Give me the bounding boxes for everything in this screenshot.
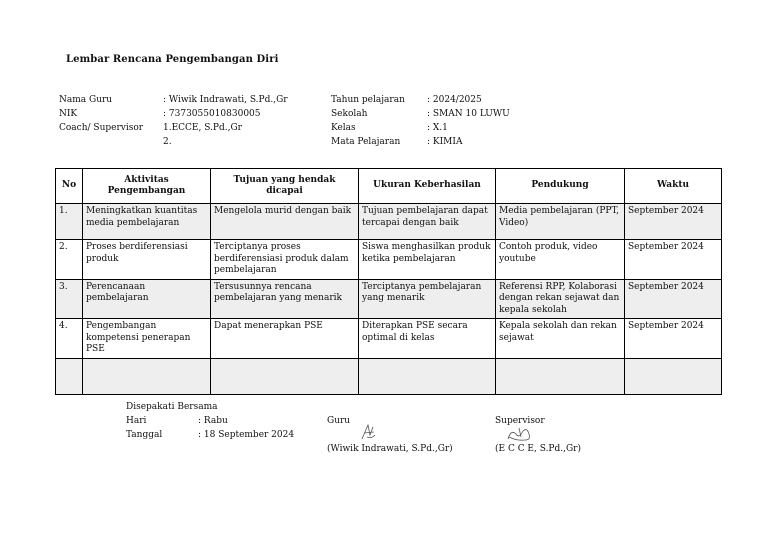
supervisor-label: Supervisor [495,416,545,426]
document-title: Lembar Rencana Pengembangan Diri [66,54,279,65]
value-sekolah: : SMAN 10 LUWU [427,109,510,119]
cell-waktu: September 2024 [625,279,722,319]
value-mapel: : KIMIA [427,137,463,147]
date-label: Tanggal [126,430,163,440]
header-waktu: Waktu [625,169,722,204]
label-sekolah: Sekolah [331,109,368,119]
header-aktivitas: Aktivitas Pengembangan [83,169,211,204]
cell-ukuran [359,358,496,394]
cell-no [56,358,83,394]
cell-no: 1. [56,204,83,240]
table-row [56,204,722,240]
label-nik: NIK [59,109,78,119]
table-row [56,240,722,280]
header-ukuran: Ukuran Keberhasilan [359,169,496,204]
cell-tujuan: Terciptanya proses berdiferensiasi produk dalam pembelajaran [211,240,359,280]
cell-no: 3. [56,279,83,319]
cell-tujuan: Tersusunnya rencana pembelajaran yang menarik [211,279,359,319]
value-nik: : 7373055010830005 [163,109,261,119]
day-value: : Rabu [198,416,228,426]
value-kelas: : X.1 [427,123,448,133]
identity-right [331,93,510,149]
supervisor-name: (E C C E, S.Pd.,Gr) [495,444,581,454]
cell-waktu: September 2024 [625,240,722,280]
cell-waktu: September 2024 [625,319,722,359]
cell-aktivitas [83,358,211,394]
cell-aktivitas: Proses berdiferensiasi produk [83,240,211,280]
cell-aktivitas: Meningkatkan kuantitas media pembelajaran [83,204,211,240]
table-row-empty [56,358,722,394]
cell-tujuan: Mengelola murid dengan baik [211,204,359,240]
header-no: No [56,169,83,204]
cell-pendukung [496,358,625,394]
cell-pendukung: Contoh produk, video youtube [496,240,625,280]
cell-pendukung: Media pembelajaran (PPT, Video) [496,204,625,240]
cell-waktu: September 2024 [625,204,722,240]
cell-no: 4. [56,319,83,359]
cell-ukuran: Tujuan pembelajaran dapat tercapai dengan baik [359,204,496,240]
table-header-row [56,169,722,204]
date-value: : 18 September 2024 [198,430,295,440]
cell-ukuran: Siswa menghasilkan produk ketika pembelajaran [359,240,496,280]
agreement-block [126,400,294,442]
cell-pendukung: Kepala sekolah dan rekan sejawat [496,319,625,359]
table-row [56,319,722,359]
cell-aktivitas: Perencanaan pembelajaran [83,279,211,319]
value-coach-2: 2. [163,137,172,147]
cell-aktivitas: Pengembangan kompetensi penerapan PSE [83,319,211,359]
identity-left [59,93,288,149]
cell-pendukung: Referensi RPP, Kolaborasi dengan rekan sejawat dan kepala sekolah [496,279,625,319]
guru-label: Guru [327,416,351,426]
header-pendukung: Pendukung [496,169,625,204]
cell-tujuan: Dapat menerapkan PSE [211,319,359,359]
guru-signature [358,421,378,443]
label-coach-2 [59,135,163,149]
development-plan-table [55,168,722,395]
cell-no: 2. [56,240,83,280]
guru-name: (Wiwik Indrawati, S.Pd.,Gr) [327,444,453,454]
cell-waktu [625,358,722,394]
day-label: Hari [126,416,147,426]
table-row [56,279,722,319]
value-coach-1: 1.ECCE, S.Pd.,Gr [163,123,242,133]
cell-tujuan [211,358,359,394]
header-tujuan: Tujuan yang hendak dicapai [211,169,359,204]
label-nama-guru: Nama Guru [59,95,113,105]
cell-ukuran: Terciptanya pembelajaran yang menarik [359,279,496,319]
label-mapel: Mata Pelajaran [331,137,401,147]
value-nama-guru: : Wiwik Indrawati, S.Pd.,Gr [163,95,288,105]
label-tahun: Tahun pelajaran [331,95,405,105]
value-tahun: : 2024/2025 [427,95,482,105]
cell-ukuran: Diterapkan PSE secara optimal di kelas [359,319,496,359]
label-coach: Coach/ Supervisor [59,123,144,133]
agreed-label: Disepakati Bersama [126,402,218,412]
label-kelas: Kelas [331,123,356,133]
